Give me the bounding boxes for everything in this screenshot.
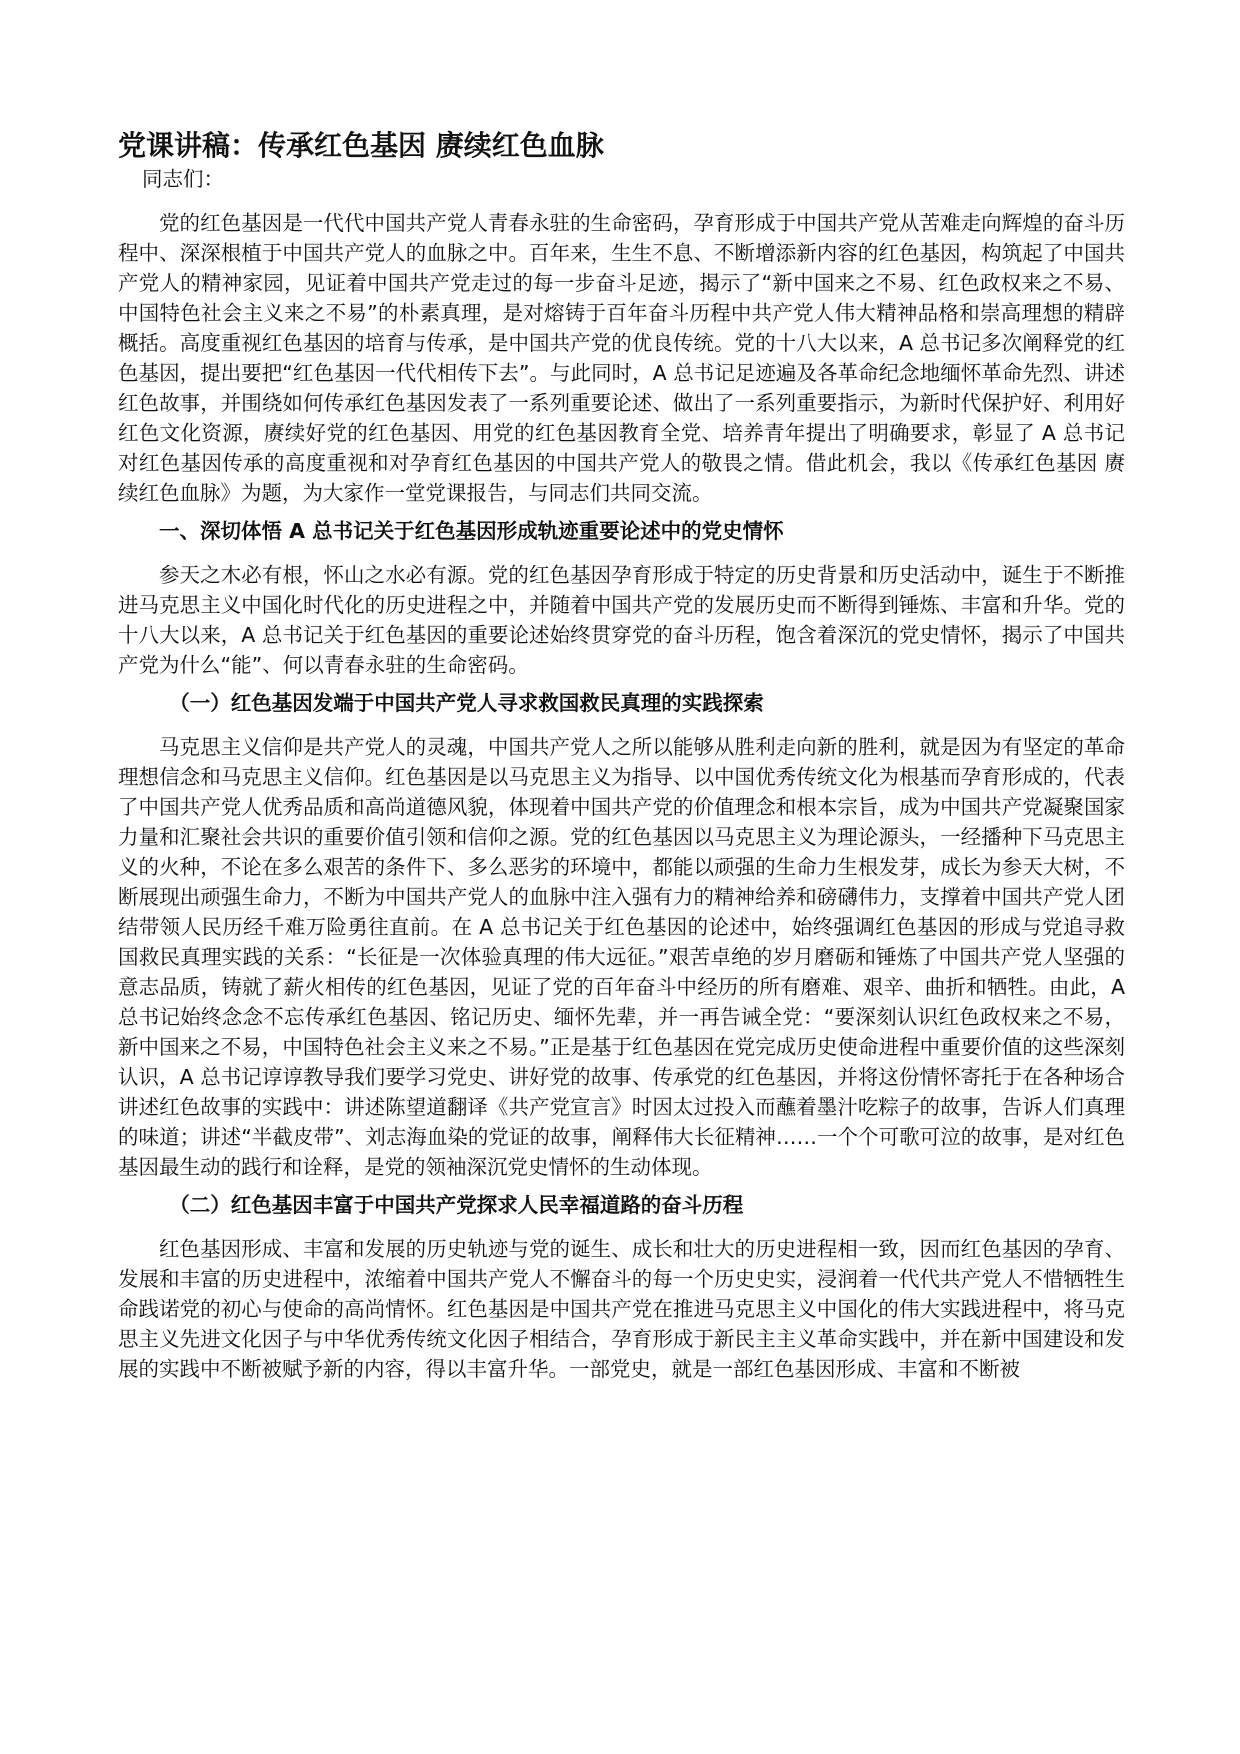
subsection-2-heading: （二）红色基因丰富于中国共产党探求人民幸福道路的奋斗历程 xyxy=(169,1193,744,1217)
subsection-1-paragraph: 马克思主义信仰是共产党人的灵魂，中国共产党人之所以能够从胜利走向新的胜利，就是因为有坚定的革命理想信念和马克思主义信仰。红色基因是以马克思主义为指导、以中国优秀传统文化为根基而孕育形成的，代表了中国共产党人优秀品质和高尚道德风貌，体现着中国共产党的价值理念和根本宗旨，成为中国共产党凝聚国家力量和汇聚社会共识的重要价值引领和信仰之源。党的红色基因以马克思主义为理论源头，一经播种下马克思主义的火种，不论在多么艰苦的条件下、多么恶劣的环境中，都能以顽强的生命力生根发芽，成长为参天大树，不断展现出顽强生命力，不断为中国共产党人的血脉中注入强有力的精神给养和磅礴伟力，支撑着中国共产党人团结带领人民历经千难万险勇往直前。在 A 总书记关于红色基因的论述中，始终强调红色基因的形成与党追寻救国救民真理实践的关系：“长征是一次体验真理的伟大远征。”艰苦卓绝的岁月磨砺和锤炼了中国共产党人坚强的意志品质，铸就了薪火相传的红色基因，见证了党的百年奋斗中经历的所有磨难、艰辛、曲折和牺牲。由此，A 总书记始终念念不忘传承红色基因、铭记历史、缅怀先辈，并一再告诫全党：“要深刻认识红色政权来之不易，新中国来之不易，中国特色社会主义来之不易。”正是基于红色基因在党完成历史使命进程中重要价值的这些深刻认识，A 总书记谆谆教导我们要学习党史、讲好党的故事、传承党的红色基因，并将这份情怀寄托于在各种场合讲述红色故事的实践中：讲述陈望道翻译《共产党宣言》时因太过投入而蘸着墨汁吃粽子的故事，告诉人们真理的味道；讲述“半截皮带”、刘志海血染的党证的故事，阐释伟大长征精神……一个个可歌可泣的故事，是对红色基因最生动的践行和诠释，是党的领袖深沉党史情怀的生动体现。 xyxy=(118,735,1125,1179)
subsection-2-paragraph: 红色基因形成、丰富和发展的历史轨迹与党的诞生、成长和壮大的历史进程相一致，因而红色基因的孕育、发展和丰富的历史进程中，浓缩着中国共产党人不懈奋斗的每一个历史史实，浸润着一代代共产党人不惜牺牲生命践诺党的初心与使命的高尚情怀。红色基因是中国共产党在推进马克思主义中国化的伟大实践进程中，将马克思主义先进文化因子与中华优秀传统文化因子相结合，孕育形成于新民主主义革命实践中，并在新中国建设和发展的实践中不断被赋予新的内容，得以丰富升华。一部党史，就是一部红色基因形成、丰富和不断被 xyxy=(118,1237,1125,1381)
intro-paragraph: 党的红色基因是一代代中国共产党人青春永驻的生命密码，孕育形成于中国共产党从苦难走向辉煌的奋斗历程中、深深根植于中国共产党人的血脉之中。百年来，生生不息、不断增添新内容的红色基因，构筑起了中国共产党人的精神家园，见证着中国共产党走过的每一步奋斗足迹，揭示了“新中国来之不易、红色政权来之不易、中国特色社会主义来之不易”的朴素真理，是对熔铸于百年奋斗历程中共产党人伟大精神品格和崇高理想的精辟概括。高度重视红色基因的培育与传承，是中国共产党的优良传统。党的十八大以来，A 总书记多次阐释党的红色基因，提出要把“红色基因一代代相传下去”。与此同时，A 总书记足迹遍及各革命纪念地缅怀革命先烈、讲述红色故事，并围绕如何传承红色基因发表了一系列重要论述、做出了一系列重要指示，为新时代保护好、利用好红色文化资源，赓续好党的红色基因、用党的红色基因教育全党、培养青年提出了明确要求，彰显了 A 总书记对红色基因传承的高度重视和对孕育红色基因的中国共产党人的敬畏之情。借此机会，我以《传承红色基因 赓续红色血脉》为题，为大家作一堂党课报告，与同志们共同交流。 xyxy=(118,211,1125,505)
section-1-heading: 一、深切体悟 A 总书记关于红色基因形成轨迹重要论述中的党史情怀 xyxy=(159,519,784,543)
subsection-1-heading: （一）红色基因发端于中国共产党人寻求救国救民真理的实践探索 xyxy=(169,691,764,715)
section-1-paragraph: 参天之木必有根，怀山之水必有源。党的红色基因孕育形成于特定的历史背景和历史活动中，诞生于不断推进马克思主义中国化时代化的历史进程之中，并随着中国共产党的发展历史而不断得到锤炼、丰富和升华。党的十八大以来，A 总书记关于红色基因的重要论述始终贯穿党的奋斗历程，饱含着深沉的党史情怀，揭示了中国共产党为什么“能”、何以青春永驻的生命密码。 xyxy=(118,563,1125,677)
salutation: 同志们： xyxy=(142,167,224,191)
document-title: 党课讲稿：传承红色基因 赓续红色血脉 xyxy=(118,129,604,162)
